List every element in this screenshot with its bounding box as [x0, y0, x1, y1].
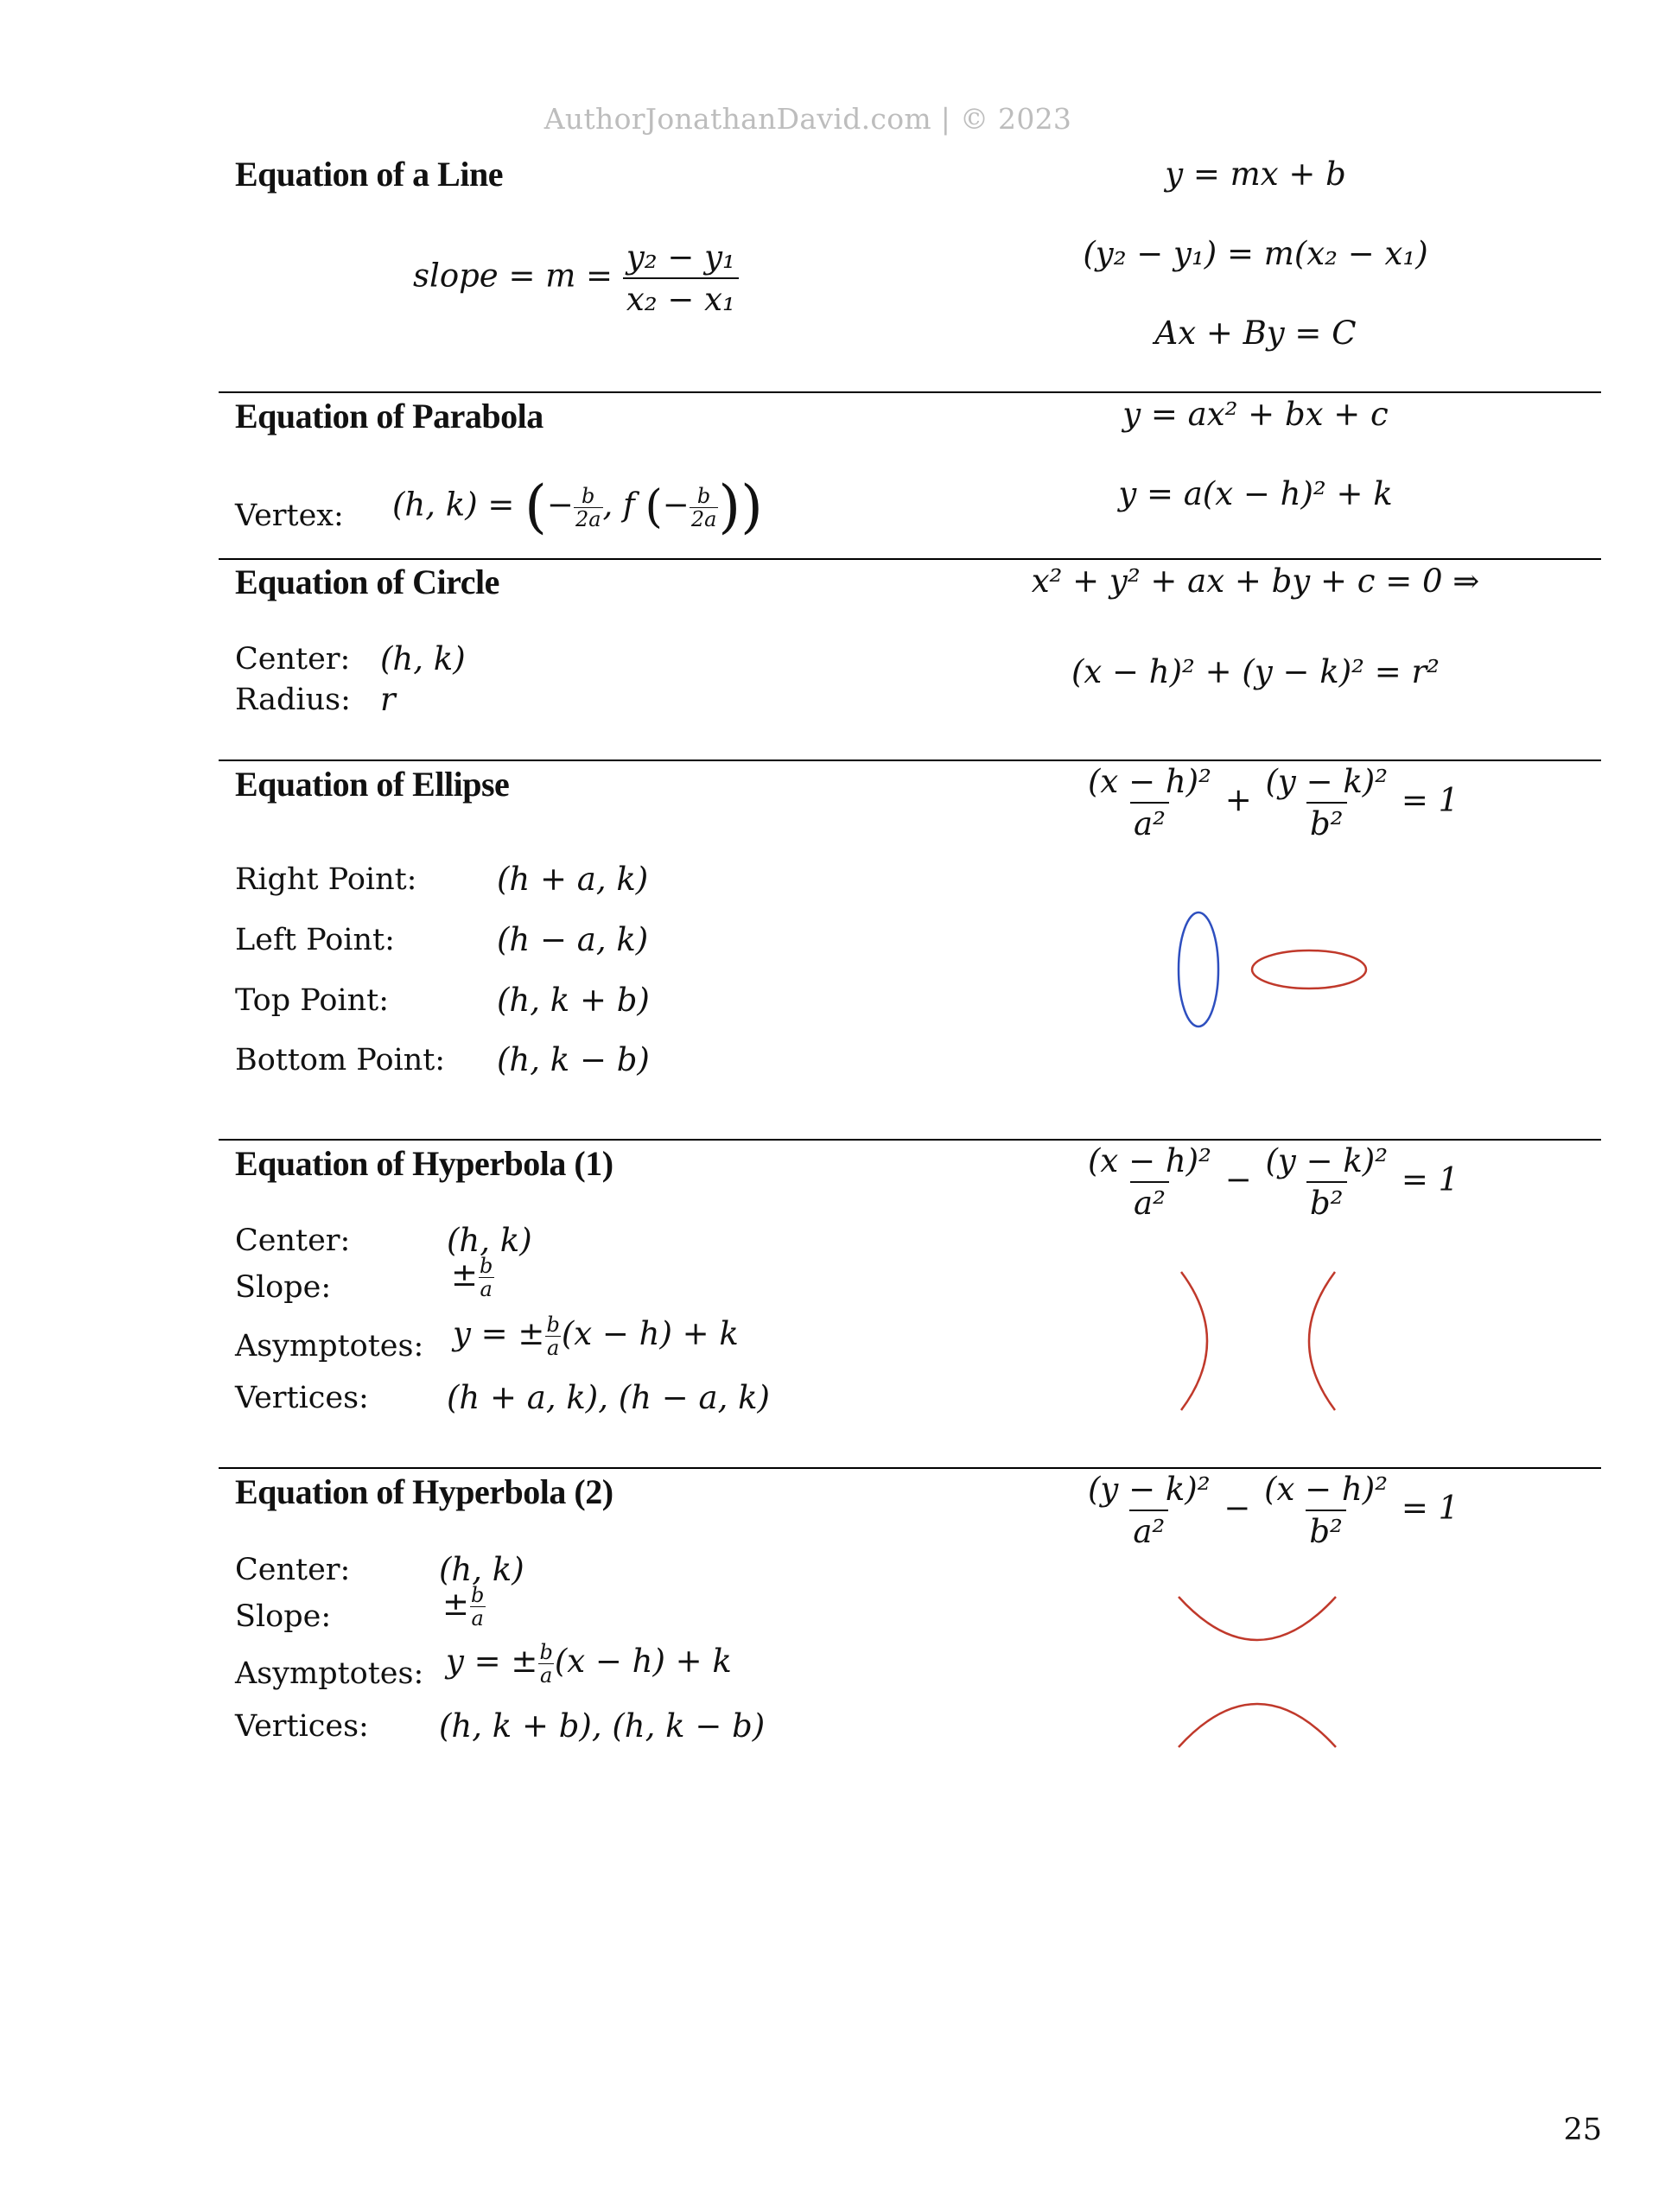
plus-minus: ±: [451, 1256, 479, 1294]
denominator: a²: [1130, 802, 1169, 842]
equals-one: = 1: [1401, 1160, 1459, 1198]
numerator: b: [546, 1313, 560, 1337]
section-divider: [219, 391, 1601, 393]
hyperbola2-equation: [1084, 1471, 1459, 1550]
minus-sign: −: [546, 486, 574, 524]
vertex-fraction: [574, 485, 603, 531]
hyperbola2-vertices-value: (h, k + b), (h, k − b): [439, 1707, 766, 1745]
ellipse-right-point-label: Right Point:: [235, 862, 417, 897]
slope-fraction: [478, 1255, 494, 1300]
circle-general-form: x² + y² + ax + by + c = 0 ⇒: [1031, 563, 1480, 600]
hyperbola1-center-value: (h, k): [447, 1222, 532, 1259]
fraction-denominator: 2a: [690, 506, 717, 531]
ellipse-bottom-point-value: (h, k − b): [497, 1041, 650, 1078]
asymptote-lhs: y = ±: [446, 1643, 538, 1680]
section-divider: [219, 1467, 1601, 1469]
numerator: b: [539, 1640, 553, 1664]
ellipse-equation: [1084, 763, 1459, 842]
ellipse-top-point-value: (h, k + b): [497, 982, 650, 1019]
parabola-standard-form: y = ax² + bx + c: [1122, 396, 1389, 433]
hyperbola1-vertices-value: (h + a, k), (h − a, k): [447, 1379, 770, 1416]
hyperbola1-asymptotes-value: [453, 1313, 739, 1359]
minus-sign: −: [1224, 1489, 1251, 1527]
comma-f: , f: [602, 486, 635, 524]
parabola-vertex-formula: [392, 474, 763, 540]
circle-radius-label: Radius:: [235, 683, 351, 717]
hyperbola1-center-label: Center:: [235, 1224, 351, 1258]
asymptote-rhs: (x − h) + k: [561, 1315, 739, 1352]
asymptote-lhs: y = ±: [453, 1315, 545, 1352]
minus-sign: −: [1224, 1160, 1252, 1198]
vertex-fraction-inner: [690, 485, 719, 531]
slope-lhs: slope = m =: [413, 257, 613, 295]
denominator: a: [471, 1606, 484, 1630]
numerator: (y − k)²: [1088, 1471, 1211, 1508]
inner-open-paren: (: [645, 481, 663, 533]
fraction: [1084, 1142, 1215, 1222]
horizontal-ellipse-sketch: [1251, 946, 1372, 998]
slope-denominator: x₂ − x₁: [623, 277, 739, 318]
vertex-lhs: (h, k) =: [392, 486, 515, 524]
numerator: (y − k)²: [1265, 1142, 1389, 1179]
section-divider: [219, 1139, 1601, 1141]
minus-sign-inner: −: [662, 486, 690, 524]
fraction-numerator: b: [696, 483, 711, 508]
slope-fraction: [623, 238, 739, 318]
slope-fraction: [537, 1641, 554, 1687]
circle-title: Equation of Circle: [235, 563, 499, 601]
fraction: [1084, 1471, 1214, 1550]
ellipse-left-point-value: (h − a, k): [497, 921, 649, 958]
ellipse-title: Equation of Ellipse: [235, 765, 510, 804]
asymptote-rhs: (x − h) + k: [554, 1643, 732, 1680]
fraction-numerator: b: [582, 483, 595, 508]
hyperbola2-slope-label: Slope:: [235, 1599, 332, 1634]
ellipse-bottom-point-label: Bottom Point:: [235, 1043, 446, 1077]
denominator: b²: [1306, 1181, 1347, 1222]
vertical-ellipse-sketch: [1175, 912, 1227, 1033]
hyperbola2-center-value: (h, k): [439, 1551, 524, 1588]
numerator: (x − h)²: [1088, 763, 1211, 800]
denominator: a²: [1130, 1181, 1169, 1222]
section-divider: [219, 760, 1601, 761]
close-parens: )): [718, 474, 763, 540]
line-slope-intercept-form: y = mx + b: [1165, 156, 1346, 193]
circle-center-label: Center:: [235, 642, 351, 677]
equals-one: = 1: [1401, 781, 1459, 819]
denominator: a: [546, 1336, 560, 1360]
hyperbola2-slope-value: [442, 1584, 486, 1630]
open-paren: (: [524, 474, 547, 540]
hyperbola1-equation: [1084, 1142, 1459, 1222]
line-slope-formula: [413, 238, 739, 318]
hyperbola2-asymptotes-label: Asymptotes:: [235, 1656, 424, 1691]
circle-radius-value: r: [380, 681, 396, 718]
denominator: b²: [1306, 1510, 1346, 1550]
hyperbola2-center-label: Center:: [235, 1553, 351, 1587]
hyperbola2-vertices-label: Vertices:: [235, 1709, 369, 1744]
equals-one: = 1: [1401, 1489, 1459, 1527]
parabola-vertex-form: y = a(x − h)² + k: [1118, 475, 1393, 512]
denominator: a: [539, 1663, 553, 1688]
numerator: b: [471, 1583, 485, 1607]
slope-numerator: y₂ − y₁: [626, 238, 735, 276]
hyperbola1-slope-label: Slope:: [235, 1270, 332, 1305]
numerator: b: [480, 1254, 493, 1278]
fraction: [1261, 1471, 1391, 1550]
slope-fraction: [469, 1584, 486, 1630]
circle-center-value: (h, k): [380, 640, 466, 677]
vertical-hyperbola-sketch: [1175, 1590, 1348, 1754]
hyperbola2-title: Equation of Hyperbola (2): [235, 1472, 613, 1511]
horizontal-hyperbola-sketch: [1171, 1270, 1344, 1417]
ellipse-top-point-label: Top Point:: [235, 983, 390, 1018]
page-header: AuthorJonathanDavid.com | © 2023: [543, 102, 1072, 136]
line-standard-form: Ax + By = C: [1154, 315, 1357, 352]
ellipse-right-point-value: (h + a, k): [497, 861, 649, 898]
plus-sign: +: [1224, 781, 1252, 819]
parabola-vertex-label: Vertex:: [235, 499, 344, 533]
hyperbola1-slope-value: [451, 1255, 494, 1300]
fraction: [1262, 763, 1391, 842]
ellipse-left-point-label: Left Point:: [235, 923, 395, 957]
denominator: b²: [1306, 802, 1347, 842]
numerator: (y − k)²: [1265, 763, 1389, 800]
hyperbola1-vertices-label: Vertices:: [235, 1381, 369, 1415]
fraction: [1262, 1142, 1391, 1222]
numerator: (x − h)²: [1088, 1142, 1211, 1179]
page-number: 25: [1563, 2113, 1602, 2147]
slope-fraction: [544, 1313, 561, 1359]
numerator: (x − h)²: [1264, 1471, 1389, 1508]
denominator: a: [480, 1277, 493, 1301]
fraction: [1084, 763, 1215, 842]
hyperbola1-asymptotes-label: Asymptotes:: [235, 1329, 424, 1363]
plus-minus: ±: [442, 1586, 470, 1623]
fraction-denominator: 2a: [575, 506, 601, 531]
circle-standard-form: (x − h)² + (y − k)² = r²: [1071, 653, 1440, 690]
hyperbola1-title: Equation of Hyperbola (1): [235, 1144, 613, 1183]
parabola-title: Equation of Parabola: [235, 397, 543, 435]
hyperbola2-asymptotes-value: [446, 1641, 732, 1687]
denominator: a²: [1129, 1510, 1168, 1550]
line-title: Equation of a Line: [235, 155, 503, 194]
line-point-slope-form: (y₂ − y₁) = m(x₂ − x₁): [1083, 235, 1428, 272]
section-divider: [219, 558, 1601, 560]
